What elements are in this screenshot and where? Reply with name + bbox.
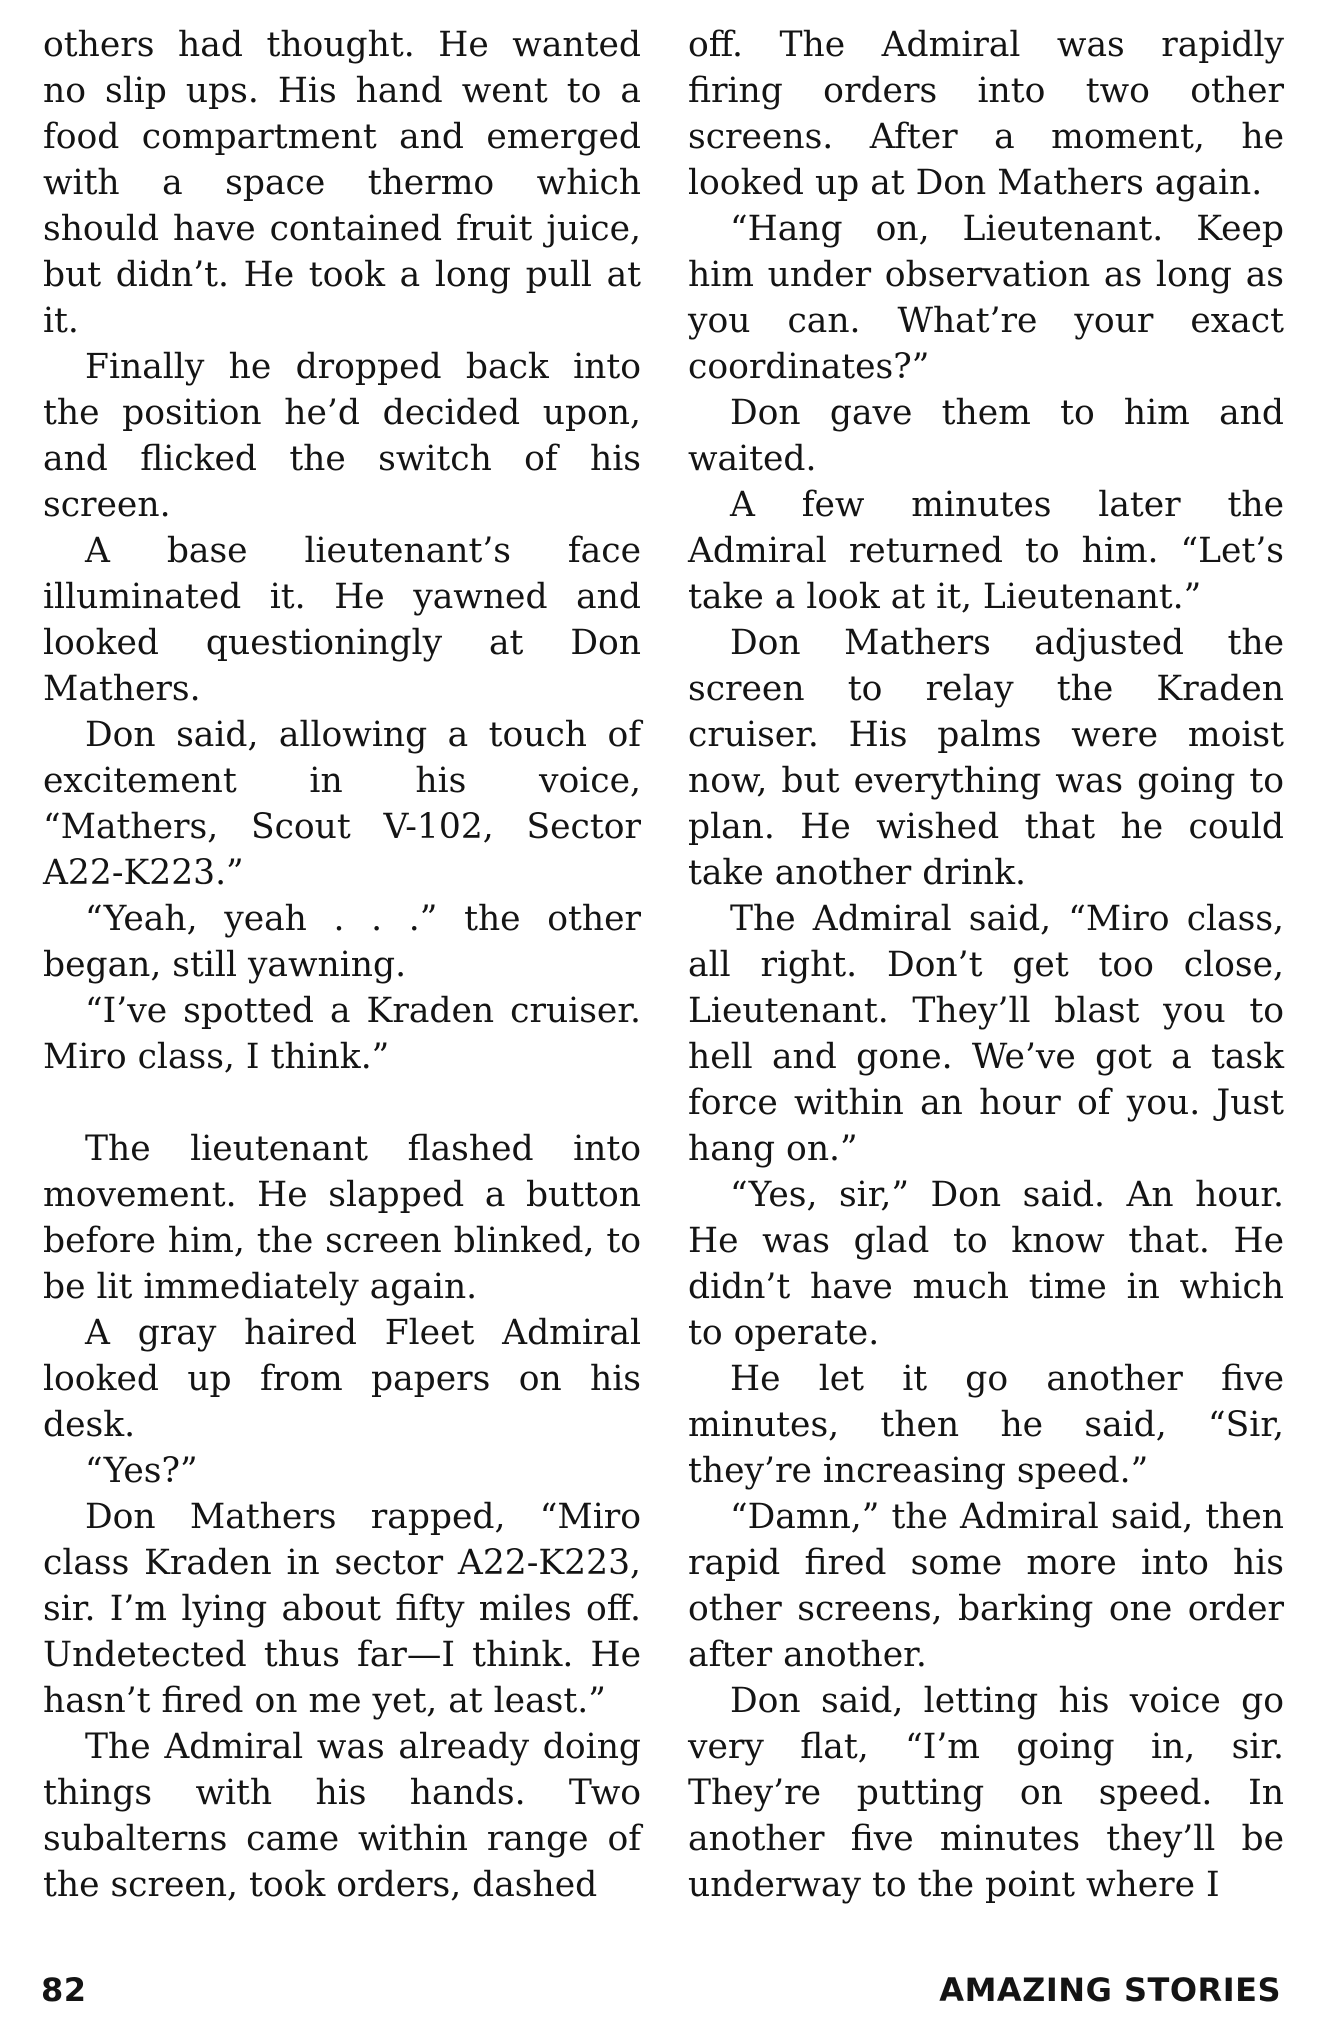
paragraph: The Admiral was already doing things with his hands. Two subalterns came within range of the screen, took orders, dashed	[43, 1727, 641, 1905]
paragraph: “I’ve spotted a Kraden cruiser. Miro class, I think.”	[43, 991, 641, 1077]
paragraph: “Yes?”	[85, 1451, 198, 1491]
paragraph: “Yeah, yeah . . .” the other began, still yawning.	[43, 899, 641, 985]
paragraph: “Hang on, Lieutenant. Keep him under observation as long as you can. What’re your exact coordinates?”	[688, 209, 1284, 387]
paragraph: A few minutes later the Admiral returned to him. “Let’s take a look at it, Lieutenant.”	[688, 485, 1284, 617]
paragraph: He let it go another five minutes, then he said, “Sir, they’re increasing speed.”	[688, 1359, 1284, 1491]
page-number: 82	[41, 1971, 87, 2009]
paragraph: A base lieutenant’s face illuminated it. He yawned and looked questioningly at Don Mathers.	[43, 531, 641, 709]
paragraph: “Yes, sir,” Don said. An hour. He was glad to know that. He didn’t have much time in which to operate.	[688, 1175, 1284, 1353]
left-text-column	[43, 22, 641, 1908]
paragraph: The Admiral said, “Miro class, all right. Don’t get too close, Lieutenant. They’ll blast you to hell and gone. We’ve got a task force within an hour of you. Just hang on.”	[688, 899, 1284, 1169]
paragraph: “Damn,” the Admiral said, then rapid fired some more into his other screens, barking one order after another.	[688, 1497, 1284, 1675]
paragraph: Don said, allowing a touch of excitement in his voice, “Mathers, Scout V-102, Sector A22-K223.”	[43, 715, 641, 893]
paragraph: Don Mathers adjusted the screen to relay the Kraden cruiser. His palms were moist now, but everything was going to plan. He wished that he could take another drink.	[688, 623, 1284, 893]
paragraph: A gray haired Fleet Admiral looked up from papers on his desk.	[43, 1313, 641, 1445]
paragraph: Finally he dropped back into the position he’d decided upon, and flicked the switch of his screen.	[43, 347, 641, 525]
right-text-column	[688, 22, 1284, 1908]
paragraph: off. The Admiral was rapidly firing orders into two other screens. After a moment, he looked up at Don Mathers again.	[688, 25, 1284, 203]
paragraph: others had thought. He wanted no slip ups. His hand went to a food compartment and emerged with a space thermo which should have contained fruit juice, but didn’t. He took a long pull at it.	[43, 25, 641, 341]
paragraph: Don gave them to him and waited.	[688, 393, 1284, 479]
magazine-title: AMAZING STORIES	[939, 1971, 1281, 2009]
paragraph: Don said, letting his voice go very flat, “I’m going in, sir. They’re putting on speed. In another five minutes they’ll be underway to the point where I	[688, 1681, 1284, 1905]
paragraph: The lieutenant flashed into movement. He slapped a button before him, the screen blinked, to be lit immediately again.	[43, 1129, 641, 1307]
paragraph: Don Mathers rapped, “Miro class Kraden in sector A22-K223, sir. I’m lying about fifty miles off. Undetected thus far—I think. He hasn’t fired on me yet, at least.”	[43, 1497, 641, 1721]
